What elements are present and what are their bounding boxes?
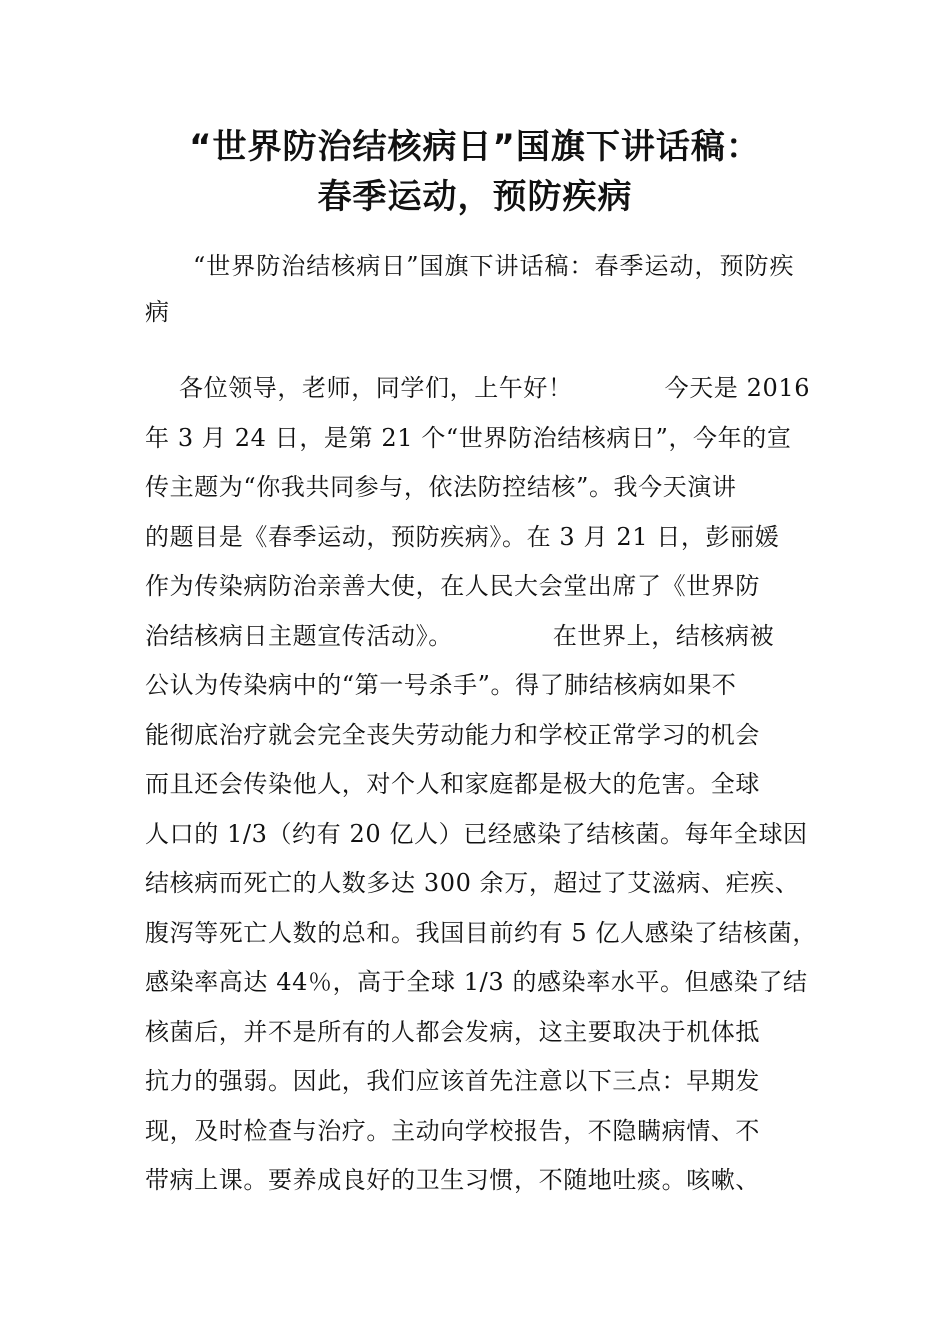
body-line: 传主题为“你我共同参与，依法防控结核”。我今天演讲: [145, 473, 737, 501]
body-line-text: 今天是 2016: [664, 374, 811, 402]
document-title: [120, 122, 830, 222]
body-line: 人口的 1/3（约有 20 亿人）已经感染了结核菌。每年全球因: [145, 819, 808, 848]
title-line-2: 春季运动，预防疾病: [317, 177, 633, 217]
document-body: [145, 364, 817, 1206]
body-line: 结核病而死亡的人数多达 300 余万，超过了艾滋病、疟疾、: [145, 869, 800, 897]
body-line: 抗力的强弱。因此，我们应该首先注意以下三点：早期发: [145, 1067, 760, 1095]
body-line: 核菌后，并不是所有的人都会发病，这主要取决于机体抵: [145, 1017, 760, 1046]
body-line: 而且还会传染他人，对个人和家庭都是极大的危害。全球: [145, 770, 760, 798]
body-line-text: 各位领导，老师，同学们，上午好！: [179, 374, 573, 402]
document-subtitle: “世界防治结核病日”国旗下讲话稿：春季运动，预防疾病: [145, 252, 795, 326]
body-line: 年 3 月 24 日，是第 21 个“世界防治结核病日”，今年的宣: [145, 423, 792, 452]
body-line-text: 治结核病日主题宣传活动》。: [145, 621, 453, 650]
body-line: 带病上课。要养成良好的卫生习惯，不随地吐痰。咳嗽、: [145, 1166, 760, 1194]
body-line: 公认为传染病中的“第一号杀手”。得了肺结核病如果不: [145, 671, 737, 699]
body-line: [145, 612, 817, 662]
body-line-text: 在世界上，结核病被: [552, 621, 775, 650]
body-line: 感染率高达 44％，高于全球 1/3 的感染率水平。但感染了结: [145, 968, 808, 996]
body-line: [145, 364, 817, 414]
body-line: 作为传染病防治亲善大使，在人民大会堂出席了《世界防: [145, 572, 760, 600]
body-line: 能彻底治疗就会完全丧失劳动能力和学校正常学习的机会: [145, 720, 760, 749]
body-line: 的题目是《春季运动，预防疾病》。在 3 月 21 日，彭丽媛: [145, 522, 780, 551]
body-line: 腹泻等死亡人数的总和。我国目前约有 5 亿人感染了结核菌，: [145, 918, 817, 947]
body-line: 现，及时检查与治疗。主动向学校报告，不隐瞒病情、不: [145, 1116, 760, 1145]
title-line-1: “世界防治结核病日”国旗下讲话稿：: [189, 127, 761, 167]
